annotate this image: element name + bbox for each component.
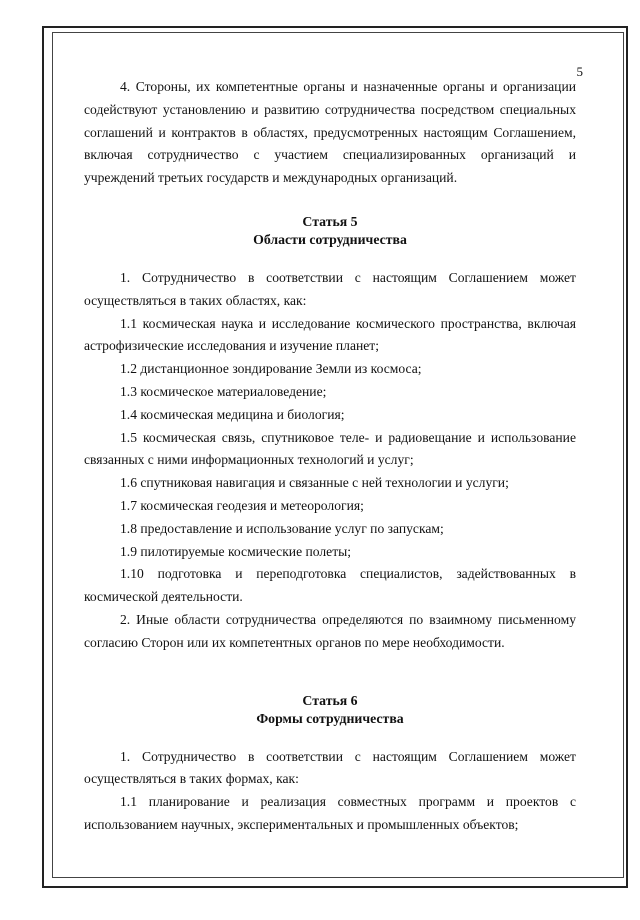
article5-item: 1.5 космическая связь, спутниковое теле- и радиовещание и использование связанных с ними информационных технологий и услуг;	[84, 429, 576, 468]
page-number: 5	[576, 64, 583, 79]
article5-number: Статья 5	[302, 213, 358, 229]
article5-item: 1.1 космическая наука и исследование космического пространства, включая астрофизические исследования и изучение планет;	[84, 315, 576, 354]
article5-heading	[84, 213, 576, 249]
article5-item: 1.7 космическая геодезия и метеорология;	[120, 497, 364, 513]
article6-item: 1.1 планирование и реализация совместных программ и проектов с использованием научных, экспериментальных и промышленных объектов;	[84, 794, 576, 832]
article5-title: Области сотрудничества	[253, 231, 407, 247]
document-body	[84, 76, 576, 837]
article6-title: Формы сотрудничества	[256, 710, 404, 726]
article6-heading	[84, 692, 576, 728]
article5-item: 1.6 спутниковая навигация и связанные с ней технологии и услуги;	[120, 475, 509, 491]
article5-lead: 1. Сотрудничество в соответствии с настоящим Соглашением может осуществляться в таких областях, как:	[84, 269, 576, 308]
article6-lead: 1. Сотрудничество в соответствии с настоящим Соглашением может осуществляться в таких формах, как:	[84, 748, 576, 787]
article5-item: 1.2 дистанционное зондирование Земли из космоса;	[120, 361, 422, 377]
article5-item: 1.9 пилотируемые космические полеты;	[120, 543, 352, 559]
article5-item: 1.3 космическое материаловедение;	[120, 383, 327, 399]
article5-item: 1.4 космическая медицина и биология;	[120, 406, 345, 422]
article5-item: 1.8 предоставление и использование услуг по запускам;	[120, 520, 444, 536]
intro-paragraph: 4. Стороны, их компетентные органы и назначенные органы и организации содействуют установлению и развитию сотрудничества посредством специальных соглашений и контрактов в областях, предусмотренных настоящим Соглашением, включая сотрудничество с участием специализированных организаций и учреждений третьих государств и международных организаций.	[84, 79, 576, 186]
article6-number: Статья 6	[302, 692, 358, 708]
article5-item: 1.10 подготовка и переподготовка специалистов, задействованных в космической деятельности.	[84, 566, 576, 605]
article5-clause2: 2. Иные области сотрудничества определяются по взаимному письменному согласию Сторон или их компетентных органов по мере необходимости.	[84, 611, 576, 650]
